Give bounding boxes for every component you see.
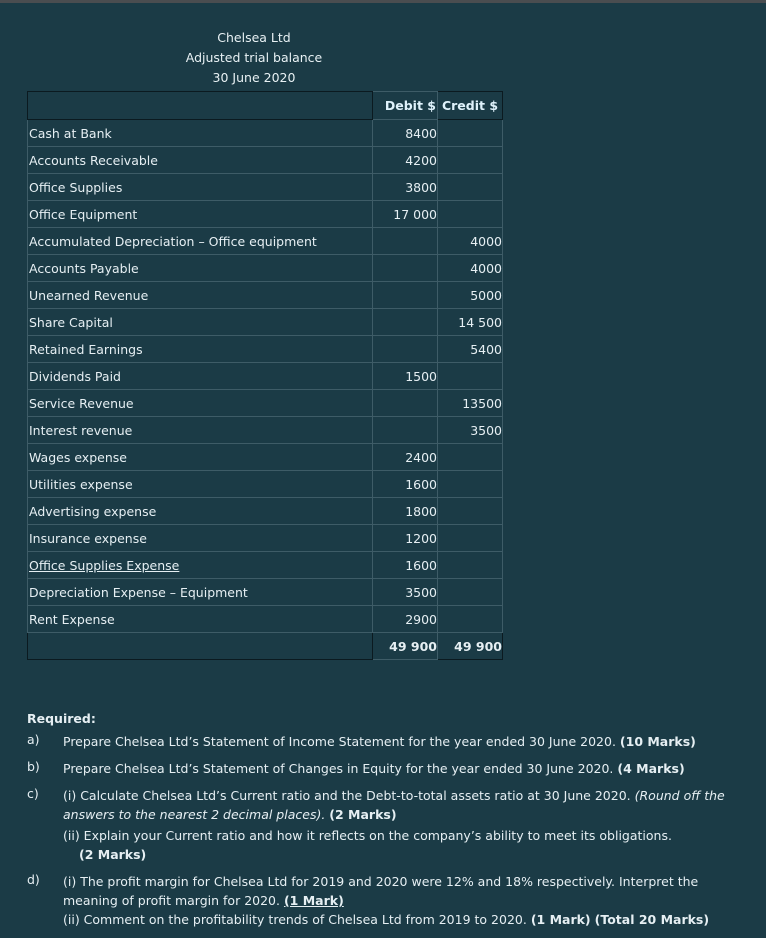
question-body (63, 872, 743, 929)
table-row (28, 336, 503, 363)
table-row (28, 120, 503, 147)
credit-value: 4000 (438, 255, 503, 282)
table-row (28, 444, 503, 471)
credit-value (438, 174, 503, 201)
debit-value: 8400 (373, 120, 438, 147)
account-name: Retained Earnings (28, 336, 373, 363)
required-title: Required: (27, 711, 96, 726)
question-text: (ii) Explain your Current ratio and how it reflects on the company’s ability to meet its obligations. (63, 828, 672, 843)
account-name: Dividends Paid (28, 363, 373, 390)
debit-value: 1600 (373, 471, 438, 498)
debit-value (373, 417, 438, 444)
totals-row (28, 633, 503, 660)
debit-value: 1600 (373, 552, 438, 579)
marks: (4 Marks) (617, 761, 685, 776)
question-b (27, 759, 747, 786)
total-debit: 49 900 (373, 633, 438, 660)
account-name: Wages expense (28, 444, 373, 471)
credit-value (438, 498, 503, 525)
question-label: d) (27, 872, 40, 887)
debit-value: 3800 (373, 174, 438, 201)
question-body (63, 786, 743, 864)
debit-value: 3500 (373, 579, 438, 606)
question-part-i (63, 872, 743, 910)
credit-value: 4000 (438, 228, 503, 255)
total-credit: 49 900 (438, 633, 503, 660)
question-text: (i) Calculate Chelsea Ltd’s Current ratio and the Debt-to-total assets ratio at 30 June 2020. (63, 788, 631, 803)
question-part-ii (63, 910, 743, 929)
table-row (28, 201, 503, 228)
table-row (28, 606, 503, 633)
question-text: (i) The profit margin for Chelsea Ltd for 2019 and 2020 were 12% and 18% respectively. Interpret the meaning of profit margin for 2020. (63, 874, 699, 908)
account-name: Service Revenue (28, 390, 373, 417)
credit-value (438, 525, 503, 552)
table-row (28, 579, 503, 606)
account-name: Cash at Bank (28, 120, 373, 147)
trial-balance-table (27, 91, 503, 660)
debit-value: 1500 (373, 363, 438, 390)
table-row (28, 309, 503, 336)
question-part-i (63, 786, 743, 824)
table-row (28, 471, 503, 498)
account-name: Share Capital (28, 309, 373, 336)
marks: (2 Marks) (79, 847, 147, 862)
question-d (27, 872, 747, 932)
table-row (28, 255, 503, 282)
company-name: Chelsea Ltd (217, 30, 291, 45)
credit-value: 5400 (438, 336, 503, 363)
credit-value: 5000 (438, 282, 503, 309)
top-bar (0, 0, 766, 3)
credit-value (438, 444, 503, 471)
account-name: Unearned Revenue (28, 282, 373, 309)
question-text: Prepare Chelsea Ltd’s Statement of Income Statement for the year ended 30 June 2020. (63, 734, 616, 749)
report-date: 30 June 2020 (212, 70, 296, 85)
credit-value (438, 579, 503, 606)
document-header (0, 28, 508, 88)
question-label: c) (27, 786, 39, 801)
table-row (28, 228, 503, 255)
account-name: Office Supplies Expense (28, 552, 373, 579)
table-row (28, 282, 503, 309)
table-row (28, 147, 503, 174)
account-name: Utilities expense (28, 471, 373, 498)
debit-value: 1800 (373, 498, 438, 525)
debit-header: Debit $ (373, 92, 438, 120)
credit-value: 14 500 (438, 309, 503, 336)
debit-value (373, 228, 438, 255)
debit-value (373, 336, 438, 363)
total-marks: (Total 20 Marks) (594, 912, 710, 927)
account-name: Insurance expense (28, 525, 373, 552)
marks: (10 Marks) (619, 734, 696, 749)
required-section (27, 710, 747, 932)
question-label: b) (27, 759, 40, 774)
question-part-ii (63, 826, 743, 864)
debit-value: 4200 (373, 147, 438, 174)
credit-value (438, 201, 503, 228)
credit-value: 13500 (438, 390, 503, 417)
table-row (28, 390, 503, 417)
table-row (28, 417, 503, 444)
credit-value (438, 147, 503, 174)
question-text: (ii) Comment on the profitability trends of Chelsea Ltd from 2019 to 2020. (63, 912, 527, 927)
credit-value (438, 471, 503, 498)
table-row (28, 363, 503, 390)
credit-header: Credit $ (438, 92, 503, 120)
report-title: Adjusted trial balance (185, 50, 323, 65)
debit-value (373, 282, 438, 309)
question-body (63, 732, 743, 751)
account-name: Interest revenue (28, 417, 373, 444)
table-row (28, 525, 503, 552)
table-header-row (28, 92, 503, 120)
debit-value: 2900 (373, 606, 438, 633)
question-c (27, 786, 747, 872)
account-name: Advertising expense (28, 498, 373, 525)
account-name: Office Supplies (28, 174, 373, 201)
account-name: Accumulated Depreciation – Office equipment (28, 228, 373, 255)
debit-value: 1200 (373, 525, 438, 552)
question-a (27, 732, 747, 759)
table-row (28, 174, 503, 201)
credit-value (438, 120, 503, 147)
credit-value (438, 552, 503, 579)
debit-value: 2400 (373, 444, 438, 471)
totals-label (28, 633, 373, 660)
account-name: Accounts Payable (28, 255, 373, 282)
marks: (1 Mark) (530, 912, 591, 927)
question-label: a) (27, 732, 40, 747)
credit-value: 3500 (438, 417, 503, 444)
question-text: Prepare Chelsea Ltd’s Statement of Changes in Equity for the year ended 30 June 2020. (63, 761, 614, 776)
table-row (28, 552, 503, 579)
account-header (28, 92, 373, 120)
marks: (2 Marks) (329, 807, 397, 822)
account-name: Office Equipment (28, 201, 373, 228)
credit-value (438, 363, 503, 390)
table-row (28, 498, 503, 525)
account-name: Depreciation Expense – Equipment (28, 579, 373, 606)
account-name: Rent Expense (28, 606, 373, 633)
debit-value (373, 309, 438, 336)
debit-value (373, 390, 438, 417)
account-name: Accounts Receivable (28, 147, 373, 174)
debit-value: 17 000 (373, 201, 438, 228)
rounding-note: (Round off the answers to the nearest 2 decimal places). (63, 788, 725, 822)
marks: (1 Mark) (283, 893, 344, 908)
question-body (63, 759, 743, 778)
credit-value (438, 606, 503, 633)
debit-value (373, 255, 438, 282)
